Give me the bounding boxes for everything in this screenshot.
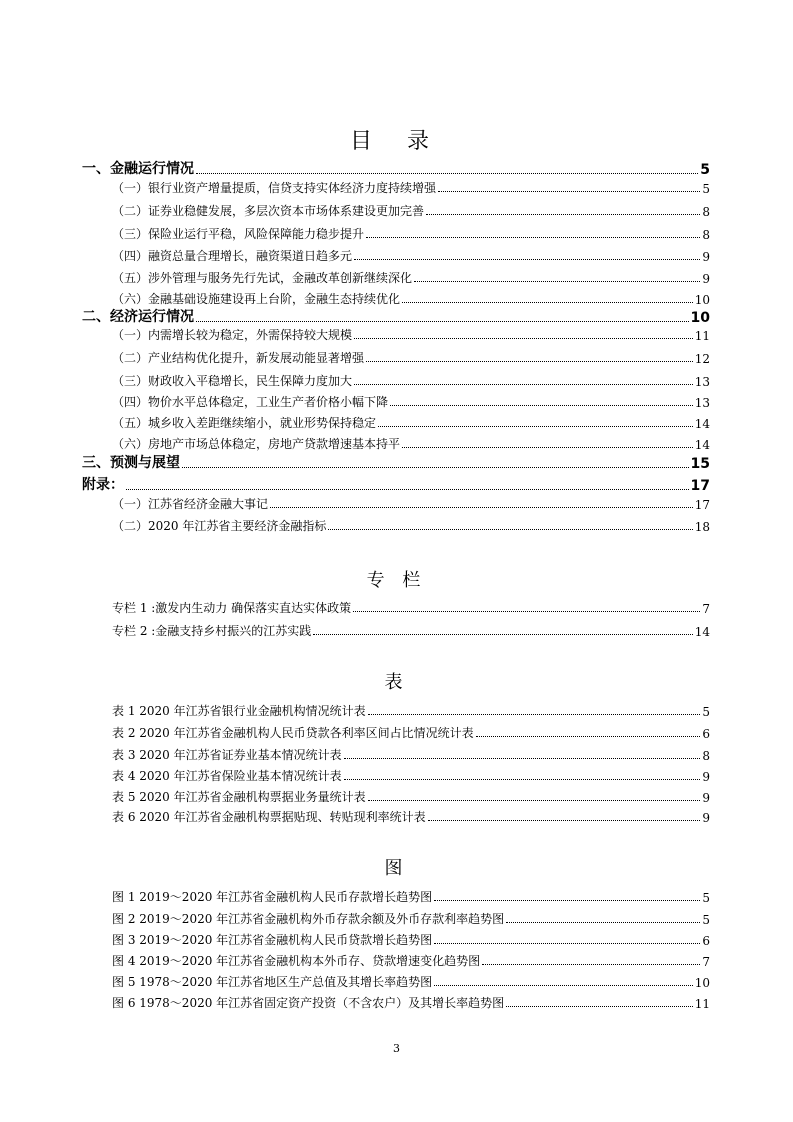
toc-subsection[interactable] [112, 516, 710, 534]
dot-leader [328, 528, 692, 530]
toc-subsection-page: 12 [694, 352, 710, 366]
table-entry[interactable] [112, 723, 710, 741]
toc-section-page: 15 [690, 456, 710, 472]
dot-leader [482, 963, 700, 965]
figure-entry[interactable] [112, 909, 710, 927]
dot-leader [506, 1005, 693, 1007]
table-entry-label: 表 1 2020 年江苏省银行业金融机构情况统计表 [112, 704, 366, 718]
toc-subsection[interactable] [112, 246, 710, 264]
dot-leader [354, 258, 700, 260]
dot-leader [354, 383, 693, 385]
toc-section-label: 一、金融运行情况 [82, 161, 194, 177]
toc-section-label: 三、预测与展望 [82, 455, 180, 471]
toc-subsection[interactable] [112, 392, 710, 410]
toc-subsection[interactable] [112, 434, 710, 452]
figure-entry[interactable] [112, 887, 710, 905]
dot-leader [368, 713, 701, 715]
dot-leader [270, 506, 693, 508]
table-entry-page: 5 [702, 705, 710, 719]
dot-leader [390, 404, 693, 406]
dot-leader [196, 172, 698, 174]
toc-subsection-page: 9 [702, 250, 710, 264]
toc-subsection[interactable] [112, 494, 710, 512]
dot-leader [353, 610, 700, 612]
dot-leader [506, 921, 700, 923]
dot-leader [354, 337, 693, 339]
toc-subsection-label: （二）证券业稳健发展，多层次资本市场体系建设更加完善 [112, 204, 425, 218]
dot-leader [428, 819, 701, 821]
toc-subsection-label: （三）保险业运行平稳，风险保障能力稳步提升 [112, 227, 365, 241]
figure-entry-page: 11 [694, 997, 710, 1011]
toc-subsection[interactable] [112, 201, 710, 219]
figure-entry-label: 图 3 2019～2020 年江苏省金融机构人民币贷款增长趋势图 [112, 933, 433, 947]
toc-subsection-page: 10 [694, 293, 710, 307]
dot-leader [476, 735, 701, 737]
toc-subsection-page: 9 [702, 272, 710, 286]
toc-section[interactable] [82, 158, 710, 178]
column-entry[interactable] [112, 598, 710, 616]
dot-leader [313, 633, 692, 635]
toc-subsection[interactable] [112, 371, 710, 389]
toc-subsection-label: （四）物价水平总体稳定，工业生产者价格小幅下降 [112, 395, 389, 409]
dot-leader [344, 778, 701, 780]
toc-subsection-label: （五）城乡收入差距继续缩小，就业形势保持稳定 [112, 416, 377, 430]
toc-subsection-page: 13 [694, 396, 710, 410]
figure-entry-page: 10 [694, 976, 710, 990]
toc-subsection-label: （六）房地产市场总体稳定，房地产贷款增速基本持平 [112, 437, 401, 451]
dot-leader [344, 757, 701, 759]
figure-entry-label: 图 1 2019～2020 年江苏省金融机构人民币存款增长趋势图 [112, 890, 433, 904]
dot-leader [378, 425, 693, 427]
toc-subsection[interactable] [112, 268, 710, 286]
table-entry-page: 6 [702, 727, 710, 741]
toc-subsection[interactable] [112, 224, 710, 242]
toc-subsection-page: 18 [694, 520, 710, 534]
table-entry[interactable] [112, 807, 710, 825]
toc-subsection-label: （六）金融基础设施建设再上台阶，金融生态持续优化 [112, 292, 401, 306]
table-entry-label: 表 2 2020 年江苏省金融机构人民币贷款各利率区间占比情况统计表 [112, 726, 474, 740]
columns-title: 专 栏 [366, 570, 427, 591]
toc-subsection-page: 8 [702, 228, 710, 242]
dot-leader [426, 213, 700, 215]
toc-subsection[interactable] [112, 178, 710, 196]
table-entry[interactable] [112, 787, 710, 805]
dot-leader [402, 446, 693, 448]
dot-leader [414, 280, 700, 282]
toc-subsection[interactable] [112, 413, 710, 431]
toc-section-label: 二、经济运行情况 [82, 309, 194, 325]
table-entry-page: 9 [702, 770, 710, 784]
column-entry-label: 专栏 1 :激发内生动力 确保落实直达实体政策 [112, 601, 352, 615]
figure-entry[interactable] [112, 930, 710, 948]
toc-subsection-label: （二）2020 年江苏省主要经济金融指标 [112, 519, 327, 533]
toc-subsection-label: （一）银行业资产增量提质，信贷支持实体经济力度持续增强 [112, 181, 437, 195]
table-entry[interactable] [112, 701, 710, 719]
table-entry-page: 9 [702, 811, 710, 825]
figure-entry-label: 图 6 1978～2020 年江苏省固定资产投资（不含农户）及其增长率趋势图 [112, 996, 505, 1010]
toc-section[interactable] [82, 474, 710, 494]
toc-section[interactable] [82, 452, 710, 472]
figure-entry-page: 5 [702, 891, 710, 905]
toc-subsection[interactable] [112, 348, 710, 366]
toc-subsection-label: （五）涉外管理与服务先行先试，金融改革创新继续深化 [112, 271, 413, 285]
toc-subsection-page: 13 [694, 375, 710, 389]
dot-leader [434, 942, 700, 944]
column-entry-page: 14 [694, 625, 710, 639]
dot-leader [368, 799, 701, 801]
dot-leader [434, 984, 693, 986]
dot-leader [434, 899, 700, 901]
column-entry-label: 专栏 2 :金融支持乡村振兴的江苏实践 [112, 624, 312, 638]
figure-entry-label: 图 5 1978～2020 年江苏省地区生产总值及其增长率趋势图 [112, 975, 433, 989]
table-entry-label: 表 4 2020 年江苏省保险业基本情况统计表 [112, 769, 342, 783]
toc-subsection-label: （一）江苏省经济金融大事记 [112, 497, 269, 511]
tables-title: 表 [384, 672, 409, 693]
figure-entry[interactable] [112, 972, 710, 990]
toc-subsection-page: 17 [694, 498, 710, 512]
figure-entry-page: 5 [702, 913, 710, 927]
dot-leader [182, 466, 689, 468]
figure-entry[interactable] [112, 993, 710, 1011]
table-entry-label: 表 3 2020 年江苏省证券业基本情况统计表 [112, 748, 342, 762]
figure-entry-label: 图 4 2019～2020 年江苏省金融机构本外币存、贷款增速变化趋势图 [112, 954, 481, 968]
toc-section[interactable] [82, 306, 710, 326]
table-entry[interactable] [112, 745, 710, 763]
toc-subsection[interactable] [112, 289, 710, 307]
table-entry-label: 表 5 2020 年江苏省金融机构票据业务量统计表 [112, 790, 366, 804]
table-entry-label: 表 6 2020 年江苏省金融机构票据贴现、转贴现利率统计表 [112, 810, 426, 824]
dot-leader [402, 301, 693, 303]
toc-subsection-page: 11 [694, 329, 710, 343]
toc-subsection-page: 5 [702, 182, 710, 196]
dot-leader [126, 488, 689, 490]
dot-leader [366, 236, 700, 238]
toc-subsection-label: （四）融资总量合理增长，融资渠道日趋多元 [112, 249, 353, 263]
toc-subsection-page: 14 [694, 417, 710, 431]
toc-section-page: 5 [700, 162, 710, 178]
toc-subsection-page: 8 [702, 205, 710, 219]
column-entry[interactable] [112, 621, 710, 639]
toc-subsection-label: （一）内需增长较为稳定，外需保持较大规模 [112, 328, 353, 342]
table-entry-page: 9 [702, 791, 710, 805]
toc-section-page: 17 [690, 478, 710, 494]
dot-leader [438, 190, 700, 192]
table-entry-page: 8 [702, 749, 710, 763]
figure-entry[interactable] [112, 951, 710, 969]
toc-section-label: 附录： [82, 477, 124, 493]
figure-entry-label: 图 2 2019～2020 年江苏省金融机构外币存款余额及外币存款利率趋势图 [112, 912, 505, 926]
figures-title: 图 [384, 858, 409, 879]
toc-subsection[interactable] [112, 325, 710, 343]
table-entry[interactable] [112, 766, 710, 784]
toc-subsection-page: 14 [694, 438, 710, 452]
toc-subsection-label: （二）产业结构优化提升，新发展动能显著增强 [112, 351, 365, 365]
toc-subsection-label: （三）财政收入平稳增长，民生保障力度加大 [112, 374, 353, 388]
figure-entry-page: 7 [702, 955, 710, 969]
column-entry-page: 7 [702, 602, 710, 616]
toc-section-page: 10 [690, 310, 710, 326]
figure-entry-page: 6 [702, 934, 710, 948]
dot-leader [196, 320, 689, 322]
toc-title: 目 录 [350, 129, 443, 154]
page-number: 3 [393, 1042, 400, 1055]
dot-leader [366, 360, 693, 362]
